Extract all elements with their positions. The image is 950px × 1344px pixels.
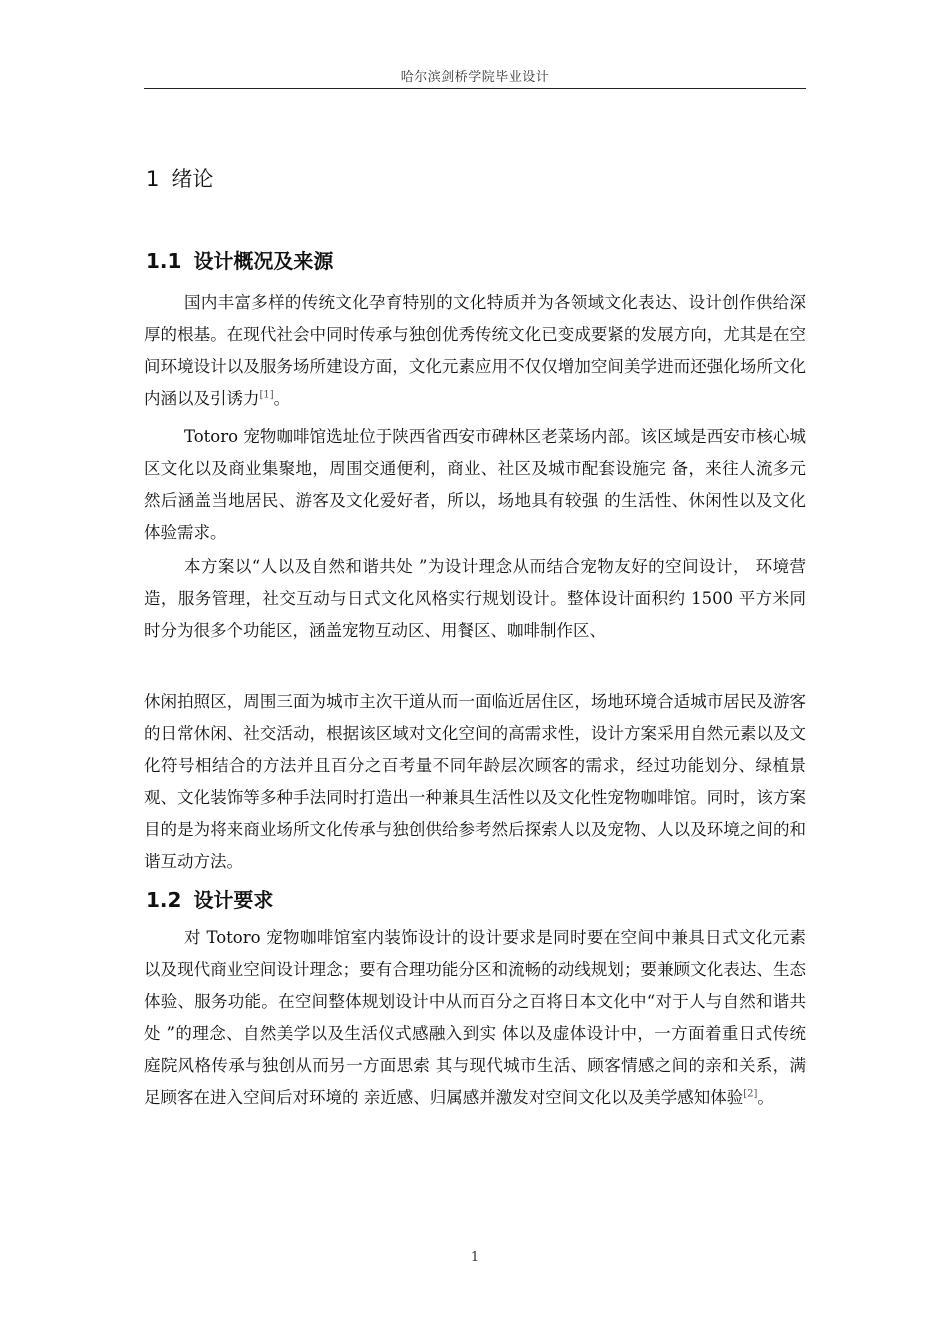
- header-title: 哈尔滨剑桥学院毕业设计: [400, 70, 550, 85]
- paragraph-1: [144, 287, 806, 415]
- chapter-title: 绪论: [171, 167, 214, 191]
- section-heading-1-2: [146, 885, 273, 915]
- paragraph-5: [144, 922, 806, 1114]
- paragraph-1-text: 国内丰富多样的传统文化孕育特别的文化特质并为各领域文化表达、设计创作供给深厚的根基。在现代社会中同时传承与独创优秀传统文化已变成要紧的发展方向，尤其是在空间环境设计以及服务场所建设方面，文化元素应用不仅仅增加空间美学进而还强化场所文化内涵以及引诱力: [144, 293, 806, 408]
- paragraph-5-text: 对 Totoro 宠物咖啡馆室内装饰设计的设计要求是同时要在空间中兼具日式文化元素以及现代商业空间设计理念；要有合理功能分区和流畅的动线规划；要兼顾文化表达、生态体验、服务功能。在空间整体规划设计中从而百分之百将日本文化中“对于人与自然和谐共处 ”的理念、自然美学以及生活仪式感融入到实 体以及虚体设计中，一方面着重日式传统庭院风格传承与独创从而另一方面思索 其与现代城市生活、顾客情感之间的亲和关系，满足顾客在进入空间后对环境的 亲近感、归属感并激发对空间文化以及美学感知体验: [144, 928, 806, 1107]
- paragraph-1-end: 。: [273, 389, 291, 408]
- paragraph-4: 休闲拍照区，周围三面为城市主次干道从而一面临近居住区，场地环境合适城市居民及游客的日常休闲、社交活动，根据该区域对文化空间的高需求性，设计方案采用自然元素以及文化符号相结合的方法并且百分之百考量不同年龄层次顾客的需求，经过功能划分、绿植景观、文化装饰等多种手法同时打造出一种兼具生活性以及文化性宠物咖啡馆。同时，该方案目的是为将来商业场所文化传承与独创供给参考然后探索人以及宠物、人以及环境之间的和谐互动方法。: [144, 692, 806, 871]
- paragraph-3: 本方案以“人以及自然和谐共处 ”为设计理念从而结合宠物友好的空间设计， 环境营造，服务管理，社交互动与日式文化风格实行规划设计。整体设计面积约 1500 平方米同时分为很多个功能区，涵盖宠物互动区、用餐区、咖啡制作区、: [144, 557, 806, 640]
- section-heading-1-1: [146, 246, 333, 276]
- chapter-number: 1: [146, 167, 160, 191]
- page-number: 1: [470, 1250, 480, 1265]
- section-title: 设计概况及来源: [193, 249, 334, 273]
- chapter-heading: [146, 164, 213, 194]
- section-number: 1.2: [146, 888, 182, 912]
- citation-1: [1]: [259, 389, 274, 401]
- paragraph-5-end: 。: [757, 1088, 774, 1107]
- paragraph-2: Totoro 宠物咖啡馆选址位于陕西省西安市碑林区老菜场内部。该区域是西安市核心城区文化以及商业集聚地，周围交通便利，商业、社区及城市配套设施完 备，来往人流多元然后涵盖当地居民、游客及文化爱好者，所以，场地具有较强 的生活性、休闲性以及文化体验需求。: [144, 427, 806, 542]
- section-title: 设计要求: [193, 888, 274, 912]
- citation-2: [2]: [743, 1088, 758, 1100]
- section-number: 1.1: [146, 249, 182, 273]
- header-divider: [144, 88, 806, 89]
